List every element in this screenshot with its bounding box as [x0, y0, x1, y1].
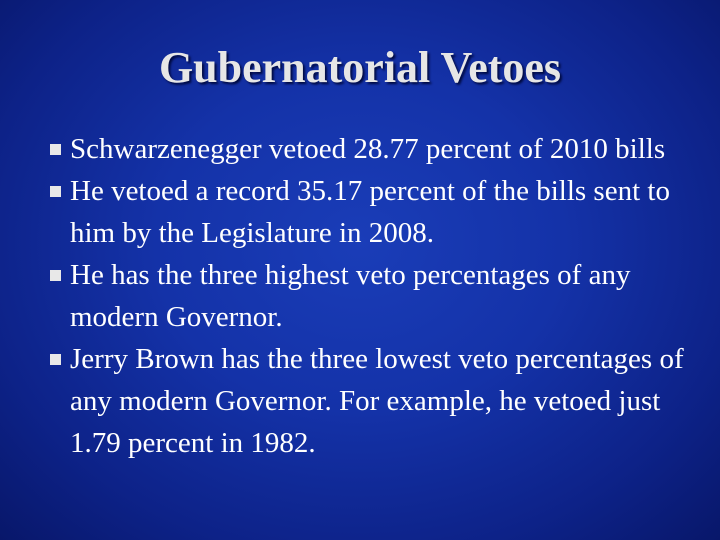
bullet-text: He has the three highest veto percentages of any modern Governor. — [70, 259, 631, 333]
square-bullet-icon — [50, 186, 61, 197]
slide-title: Gubernatorial Vetoes — [158, 43, 562, 92]
bullet-item — [50, 128, 690, 170]
bullet-item — [50, 254, 690, 338]
bullet-item — [50, 170, 690, 254]
bullet-item — [50, 338, 690, 464]
bullet-text: Jerry Brown has the three lowest veto percentages of any modern Governor. For example, he vetoed just 1.79 percent in 1982. — [70, 343, 684, 459]
bullet-text: Schwarzenegger vetoed 28.77 percent of 2010 bills — [70, 133, 666, 165]
square-bullet-icon — [50, 144, 61, 155]
bullet-list — [50, 128, 690, 464]
square-bullet-icon — [50, 270, 61, 281]
bullet-text: He vetoed a record 35.17 percent of the bills sent to him by the Legislature in 2008. — [70, 175, 670, 249]
square-bullet-icon — [50, 354, 61, 365]
